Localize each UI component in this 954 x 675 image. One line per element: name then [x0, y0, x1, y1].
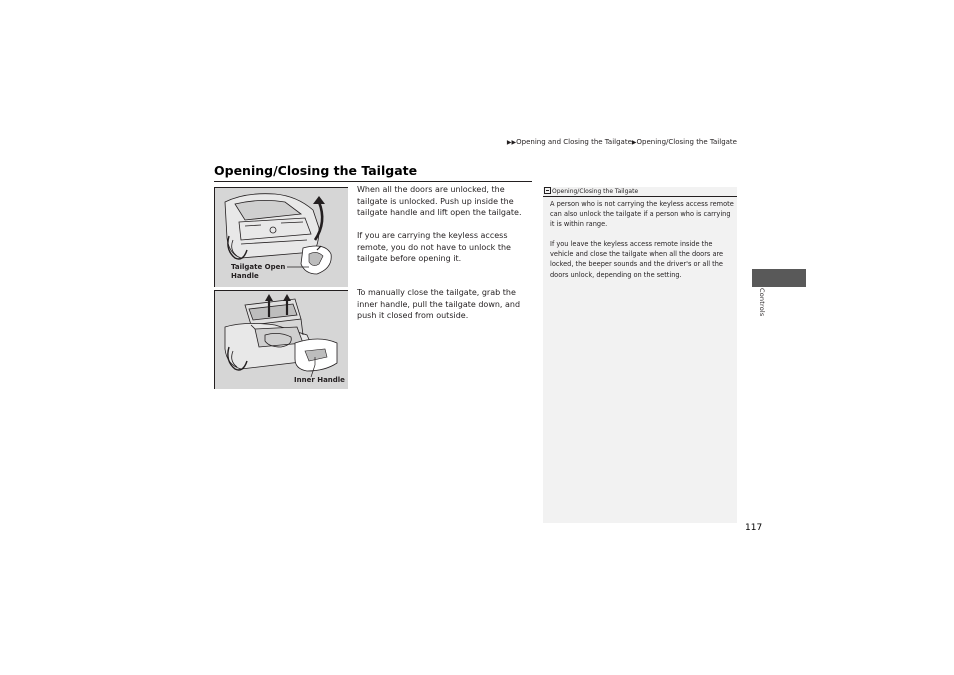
car-open-tailgate-illustration [215, 291, 348, 389]
body-paragraph-1 [357, 184, 533, 219]
body-text-close-tailgate: To manually close the tailgate, grab the inner handle, pull the tailgate down, and push it closed from outside. [357, 288, 521, 320]
breadcrumb-separator-icon: ▶ [631, 139, 637, 146]
inner-handle-figure [214, 290, 348, 389]
tailgate-open-handle-figure [214, 187, 348, 287]
body-paragraph-3 [357, 287, 533, 322]
page-number: 117 [745, 523, 763, 533]
breadcrumb-current: Opening/Closing the Tailgate [636, 138, 737, 146]
inner-handle-callout: Inner Handle [294, 376, 345, 384]
section-title: Opening/Closing the Tailgate [214, 163, 418, 178]
body-text-open-tailgate: When all the doors are unlocked, the tailgate is unlocked. Push up inside the tailgate handle and lift open the tailgate. [357, 185, 522, 217]
note-text-1: A person who is not carrying the keyless access remote can also unlock the tailgate if a person who is carrying it is within range. [550, 200, 734, 229]
note-text-2: If you leave the keyless access remote inside the vehicle and close the tailgate when all the doors are locked, the beeper sounds and the driver's or all the doors unlock, depending on the setting. [550, 240, 724, 279]
note-paragraph-1 [550, 199, 734, 230]
title-divider [214, 181, 532, 182]
note-sidebar [543, 187, 737, 523]
chapter-tab[interactable] [752, 269, 806, 287]
tailgate-open-handle-callout: Tailgate Open Handle [231, 263, 286, 280]
breadcrumb-arrows-icon: ▶▶ [506, 139, 517, 146]
body-text-keyless: If you are carrying the keyless access remote, you do not have to unlock the tailgate before opening it. [357, 231, 511, 263]
note-paragraph-2 [550, 239, 734, 280]
note-heading [543, 187, 737, 197]
chapter-tab-label: Controls [758, 288, 766, 317]
note-heading-text: Opening/Closing the Tailgate [552, 188, 639, 195]
breadcrumb-parent[interactable]: Opening and Closing the Tailgate [516, 138, 632, 146]
breadcrumb [507, 138, 737, 146]
body-paragraph-2 [357, 230, 533, 265]
reference-icon [544, 187, 551, 194]
